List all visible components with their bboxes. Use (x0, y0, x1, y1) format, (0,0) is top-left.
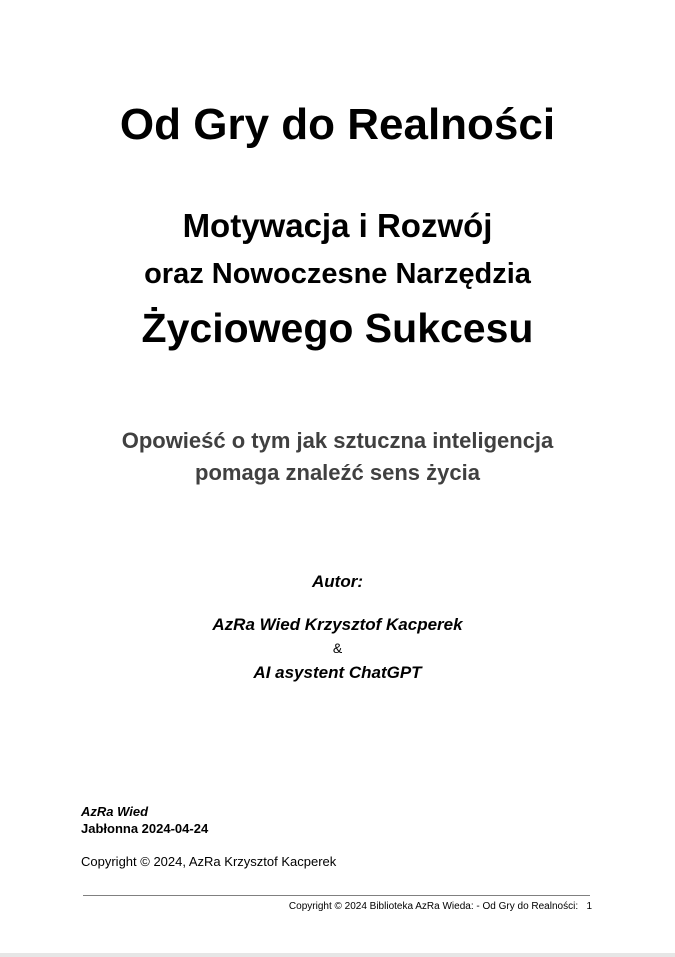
bottom-scrollbar (0, 953, 675, 957)
signature-name: AzRa Wied (81, 804, 149, 819)
author-ampersand: & (332, 640, 343, 656)
author-name-2: AI asystent ChatGPT (253, 663, 422, 682)
author-name-1: AzRa Wied Krzysztof Kacperek (212, 615, 463, 634)
signature-copyright: Copyright © 2024, AzRa Krzysztof Kacperek (81, 854, 337, 869)
subtitle-line-2: oraz Nowoczesne Narzędzia (144, 258, 531, 290)
subtitle-line-3: Życiowego Sukcesu (141, 305, 534, 351)
author-label: Autor: (312, 572, 363, 591)
tagline-line-2: pomaga znaleźć sens życia (195, 460, 480, 485)
tagline-line-1: Opowieść o tym jak sztuczna inteligencja (121, 428, 554, 453)
footer-text: Copyright © 2024 Biblioteka AzRa Wieda: - Od Gry do Realności: (288, 901, 579, 912)
signature-place-date: Jabłonna 2024-04-24 (81, 821, 209, 836)
page-footer (289, 901, 592, 912)
subtitle-line-1: Motywacja i Rozwój (182, 207, 493, 244)
footer-divider (83, 895, 590, 896)
page-number: 1 (586, 901, 592, 912)
document-title: Od Gry do Realności (119, 100, 556, 149)
